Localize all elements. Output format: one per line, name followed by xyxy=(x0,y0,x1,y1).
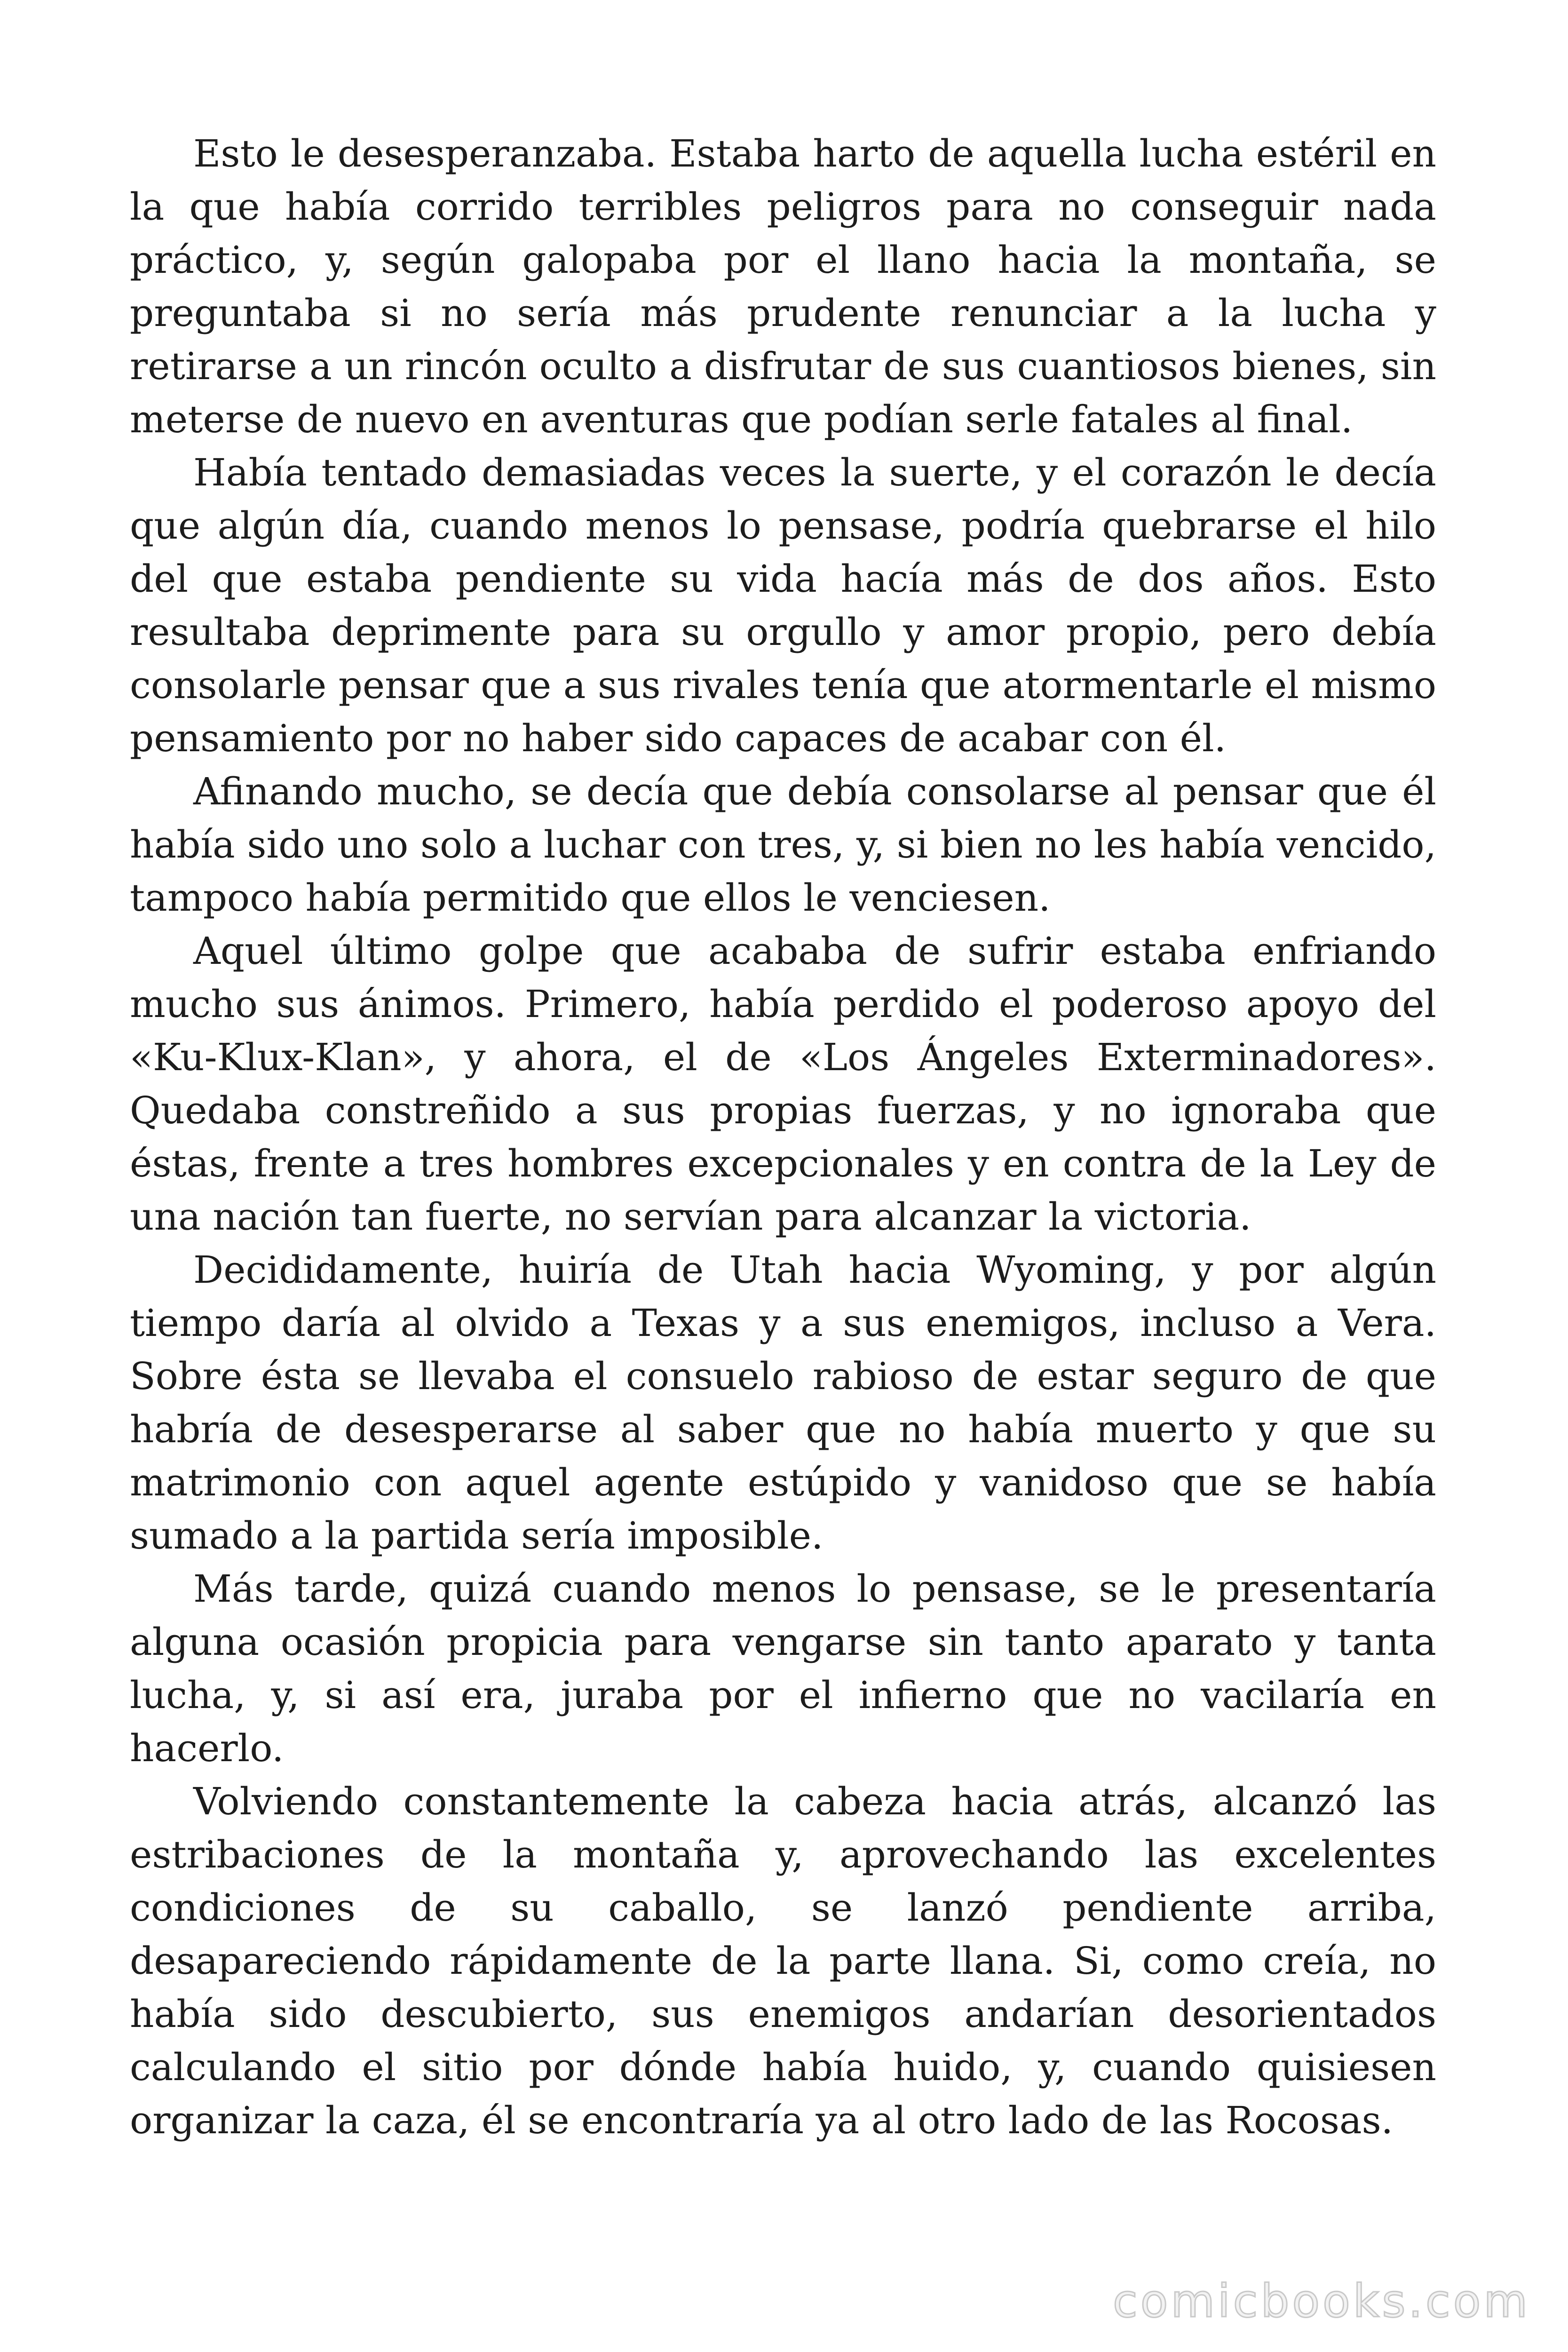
paragraph: Más tarde, quizá cuando menos lo pensase, se le presentaría alguna ocasión propicia para vengarse sin tanto aparato y tanta lucha, y, si así era, juraba por el infierno que no vacilaría en hacerlo. xyxy=(130,1567,1436,1770)
paragraph: Había tentado demasiadas veces la suerte, y el corazón le decía que algún día, cuando menos lo pensase, podría quebrarse el hilo del que estaba pendiente su vida hacía más de dos años. Esto resultaba deprimente para su orgullo y amor propio, pero debía consolarle pensar que a sus rivales tenía que atormentarle el mismo pensamiento por no haber sido capaces de acabar con él. xyxy=(130,451,1436,760)
paragraph: Afinando mucho, se decía que debía consolarse al pensar que él había sido uno solo a luchar con tres, y, si bien no les había vencido, tampoco había permitido que ellos le venciesen. xyxy=(130,770,1436,920)
paragraph: Aquel último golpe que acababa de sufrir estaba enfriando mucho sus ánimos. Primero, había perdido el poderoso apoyo del «Ku-Klux-Klan», y ahora, el de «Los Ángeles Exterminadores». Quedaba constreñido a sus propias fuerzas, y no ignoraba que éstas, frente a tres hombres excepcionales y en contra de la Ley de una nación tan fuerte, no servían para alcanzar la victoria. xyxy=(130,929,1436,1239)
page-body xyxy=(130,127,1436,2147)
paragraph: Volviendo constantemente la cabeza hacia atrás, alcanzó las estribaciones de la montaña y, aprovechando las excelentes condiciones de su caballo, se lanzó pendiente arriba, desapareciendo rápidamente de la parte llana. Si, como creía, no había sido descubierto, sus enemigos andarían desorientados calculando el sitio por dónde había huido, y, cuando quisiesen organizar la caza, él se encontraría ya al otro lado de las Rocosas. xyxy=(130,1780,1436,2142)
paragraph: Decididamente, huiría de Utah hacia Wyoming, y por algún tiempo daría al olvido a Texas y a sus enemigos, incluso a Vera. Sobre ésta se llevaba el consuelo rabioso de estar seguro de que habría de desesperarse al saber que no había muerto y que su matrimonio con aquel agente estúpido y vanidoso que se había sumado a la partida sería imposible. xyxy=(130,1248,1436,1557)
paragraph: Esto le desesperanzaba. Estaba harto de aquella lucha estéril en la que había corrido terribles peligros para no conseguir nada práctico, y, según galopaba por el llano hacia la montaña, se preguntaba si no sería más prudente renunciar a la lucha y retirarse a un rincón oculto a disfrutar de sus cuantiosos bienes, sin meterse de nuevo en aventuras que podían serle fatales al final. xyxy=(130,132,1436,441)
watermark: comicbooks.com xyxy=(1112,2275,1530,2328)
